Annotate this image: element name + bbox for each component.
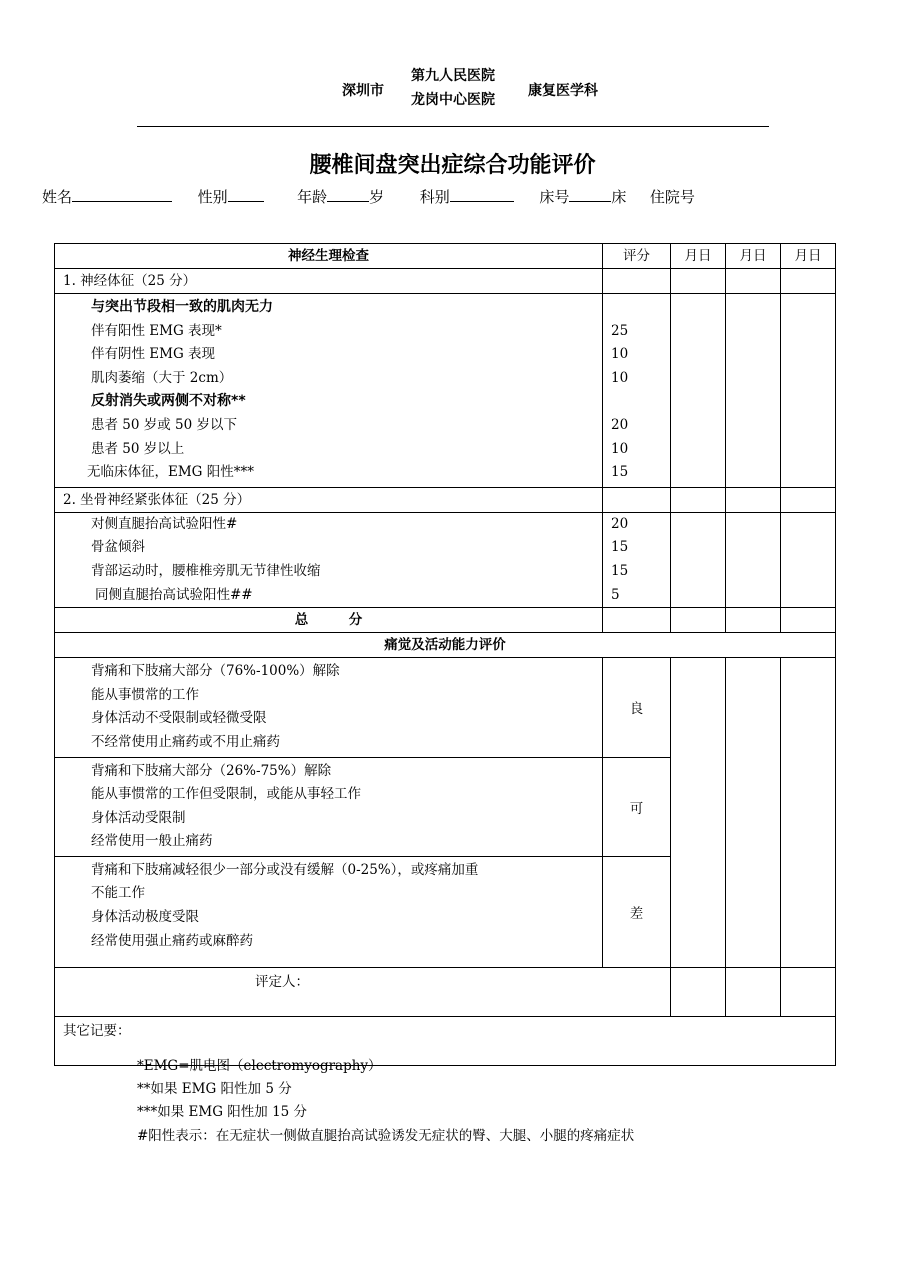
score-value: 20 <box>611 515 629 532</box>
header-city: 深圳市 <box>342 83 384 99</box>
total-row <box>55 608 836 633</box>
date-cell[interactable] <box>671 269 726 294</box>
date-cell[interactable] <box>726 487 781 512</box>
pain-line: 背痛和下肢痛减轻很少一部分或没有缓解（0-25%），或疼痛加重 <box>91 861 479 878</box>
section2-title: 2. 坐骨神经紧张体征（25 分） <box>55 487 603 512</box>
date-cell[interactable] <box>671 487 726 512</box>
sex-label: 性别 <box>197 188 228 206</box>
pain-line: 不经常使用止痛药或不用止痛药 <box>91 733 280 750</box>
date-cell[interactable] <box>671 294 726 488</box>
bed-field[interactable] <box>569 187 611 202</box>
date-cell[interactable] <box>726 608 781 633</box>
footnote: #阳性表示：在无症状一侧做直腿抬高试验诱发无症状的臀、大腿、小腿的疼痛症状 <box>137 1128 635 1144</box>
section1-items <box>55 294 603 488</box>
section1-scores <box>603 294 671 488</box>
exam-header: 神经生理检查 <box>55 244 603 269</box>
list-item: 同侧直腿抬高试验阳性## <box>95 586 253 603</box>
header-hospital-line2: 龙岗中心医院 <box>411 92 495 108</box>
section2-row <box>55 487 836 512</box>
footnote: *EMG=肌电图（electromyography） <box>137 1058 382 1074</box>
pain-line: 不能工作 <box>91 885 145 902</box>
list-item: 无临床体征，EMG 阳性*** <box>87 464 255 481</box>
evaluator-cell[interactable] <box>726 967 781 1016</box>
grade-good: 良 <box>603 658 671 757</box>
page-title: 腰椎间盘突出症综合功能评价 <box>309 153 596 178</box>
pain-description <box>55 658 603 757</box>
date-cell[interactable] <box>781 487 836 512</box>
evaluator-label: 评定人： <box>55 967 671 1016</box>
section1-row <box>55 269 836 294</box>
grade-fair: 可 <box>603 757 671 856</box>
score-header: 评分 <box>603 244 671 269</box>
list-item: 与突出节段相一致的肌肉无力 <box>91 299 273 315</box>
bed-label: 床号 <box>539 188 570 206</box>
evaluator-row <box>55 967 836 1016</box>
date-header-2: 月日 <box>726 244 781 269</box>
pain-group-good <box>55 658 836 757</box>
pain-line: 背痛和下肢痛大部分（26%-75%）解除 <box>91 762 332 779</box>
age-field[interactable] <box>327 187 369 202</box>
header-divider <box>137 126 769 127</box>
date-cell[interactable] <box>781 512 836 607</box>
dept-label: 科别 <box>419 188 450 206</box>
date-cell[interactable] <box>726 512 781 607</box>
date-header-1: 月日 <box>671 244 726 269</box>
name-label: 姓名 <box>42 188 73 206</box>
list-item: 骨盆倾斜 <box>91 539 145 556</box>
pain-line: 能从事惯常的工作但受限制，或能从事轻工作 <box>91 786 361 803</box>
date-cell[interactable] <box>671 512 726 607</box>
score-value <box>611 390 670 414</box>
list-item: 对侧直腿抬高试验阳性# <box>91 515 238 532</box>
grade-poor: 差 <box>603 856 671 967</box>
date-cell[interactable] <box>781 658 836 968</box>
date-cell[interactable] <box>671 658 726 968</box>
age-unit: 岁 <box>369 188 385 206</box>
pain-line: 身体活动受限制 <box>91 809 186 826</box>
footnote: ***如果 EMG 阳性加 15 分 <box>137 1104 308 1120</box>
score-value <box>611 296 670 320</box>
header-hospital-line1: 第九人民医院 <box>411 68 495 84</box>
pain-description <box>55 856 603 967</box>
score-value: 10 <box>611 369 629 386</box>
score-value: 15 <box>611 562 629 579</box>
notes-label[interactable]: 其它记要： <box>55 1016 836 1065</box>
age-label: 年龄 <box>297 188 328 206</box>
table-header-row <box>55 244 836 269</box>
evaluator-cell[interactable] <box>671 967 726 1016</box>
admission-label: 住院号 <box>649 188 695 206</box>
date-cell[interactable] <box>726 658 781 968</box>
list-item: 患者 50 岁以上 <box>91 440 185 457</box>
total-score-cell[interactable] <box>603 608 671 633</box>
score-value: 10 <box>611 440 629 457</box>
pain-line: 能从事惯常的工作 <box>91 686 199 703</box>
pain-header-row <box>55 633 836 658</box>
score-value: 25 <box>611 322 629 339</box>
score-value: 5 <box>611 586 620 603</box>
list-item: 患者 50 岁或 50 岁以下 <box>91 416 238 433</box>
score-value: 20 <box>611 416 629 433</box>
header-department: 康复医学科 <box>528 83 598 99</box>
footnote: **如果 EMG 阳性加 5 分 <box>137 1081 292 1097</box>
pain-line: 背痛和下肢痛大部分（76%-100%）解除 <box>91 663 340 680</box>
total-label: 总 分 <box>55 608 603 633</box>
list-item: 肌肉萎缩（大于 2cm） <box>91 369 233 386</box>
date-cell[interactable] <box>671 608 726 633</box>
pain-line: 身体活动不受限制或轻微受限 <box>91 710 267 727</box>
pain-line: 身体活动极度受限 <box>91 909 199 926</box>
date-cell[interactable] <box>726 269 781 294</box>
dept-field[interactable] <box>450 187 514 202</box>
date-cell[interactable] <box>726 294 781 488</box>
section2-items <box>55 512 603 607</box>
evaluation-table <box>54 243 836 1066</box>
section1-items-row <box>55 294 836 488</box>
section2-items-row <box>55 512 836 607</box>
name-field[interactable] <box>72 187 172 202</box>
pain-line: 经常使用强止痛药或麻醉药 <box>91 932 253 949</box>
pain-header: 痛觉及活动能力评价 <box>55 633 836 658</box>
date-cell[interactable] <box>781 269 836 294</box>
list-item: 伴有阴性 EMG 表现 <box>91 346 216 363</box>
score-value: 15 <box>611 464 629 481</box>
pain-line: 经常使用一般止痛药 <box>91 833 213 850</box>
section2-scores <box>603 512 671 607</box>
evaluator-cell[interactable] <box>781 967 836 1016</box>
sex-field[interactable] <box>228 187 264 202</box>
date-cell[interactable] <box>781 294 836 488</box>
section1-title: 1. 神经体征（25 分） <box>55 269 603 294</box>
score-value: 10 <box>611 346 629 363</box>
pain-description <box>55 757 603 856</box>
list-item: 反射消失或两侧不对称** <box>91 393 246 410</box>
bed-unit: 床 <box>611 188 627 206</box>
list-item: 背部运动时，腰椎椎旁肌无节律性收缩 <box>91 562 321 579</box>
date-cell[interactable] <box>781 608 836 633</box>
patient-info-line <box>42 186 695 207</box>
date-header-3: 月日 <box>781 244 836 269</box>
score-value: 15 <box>611 539 629 556</box>
list-item: 伴有阳性 EMG 表现* <box>91 322 222 339</box>
